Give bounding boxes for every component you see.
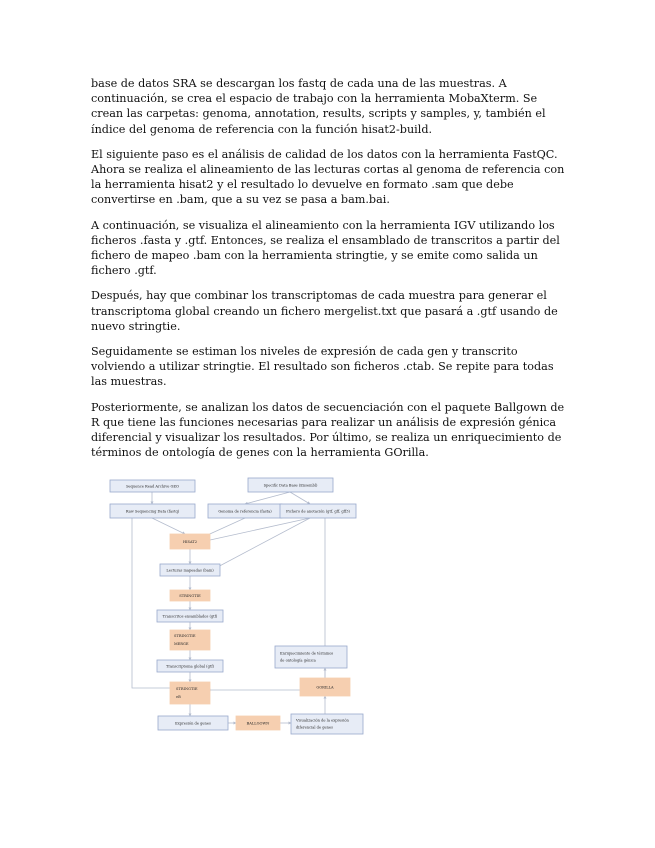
node-global-label: Transcriptoma global (gtf) [165, 664, 215, 669]
node-enriquecimiento-label-2: de ontología génica [280, 658, 316, 663]
node-lecturas [160, 564, 220, 576]
node-genoma [208, 504, 282, 518]
node-stringtie-eb [170, 682, 210, 704]
node-hisat2-label: HISAT2 [182, 539, 198, 544]
rnaseq-workflow-diagram [100, 470, 370, 740]
node-gorilla [300, 678, 350, 696]
node-global [157, 660, 223, 672]
node-ballgown-label: BALLGOWN [246, 721, 270, 726]
paragraph-3: A continuación, se visualiza el alineamiento con la herramienta IGV utilizando los ficheros .fasta y .gtf. Entonces, se realiza el ensamblado de transcritos a partir del fichero de mapeo .bam con la herramienta stringtie, y se emite como salida un fichero .gtf. [91, 218, 560, 278]
paragraph-4: Después, hay que combinar los transcriptomas de cada muestra para generar el transcriptoma global creando un fichero mergelist.txt que pasará a .gtf usando de nuevo stringtie. [91, 289, 558, 333]
node-visualizacion-label-1: Visualización de la expresión [296, 718, 349, 723]
node-stringtie-eb-label-2: eB [176, 695, 181, 699]
node-lecturas-label: Lecturas mapeadas (bam) [166, 568, 214, 573]
node-stringtie [170, 590, 210, 601]
node-stringtie-merge-label-1: STRINGTIE [174, 634, 196, 638]
body-text [91, 76, 569, 470]
node-sra-label: Sequence Read Archive GEO [126, 484, 179, 489]
node-ensembl [248, 478, 333, 492]
node-stringtie-eb-label-1: STRINGTIE [176, 687, 198, 691]
edge-anotacion-hisat2 [201, 518, 310, 542]
node-enriquecimiento-label-1: Enriquecimiento de términos [280, 651, 334, 656]
node-stringtie-merge-label-2: MERGE [174, 642, 189, 646]
edge-anotacion-lecturas [212, 518, 310, 570]
node-ensembl-label: Specific Data Base (Ensembl) [263, 483, 318, 488]
node-stringtie-label: STRINGTIE [179, 593, 201, 598]
node-ballgown [236, 716, 280, 730]
node-visualizacion [291, 714, 363, 734]
paragraph-5: Seguidamente se estiman los niveles de expresión de cada gen y transcrito volviendo a utilizar stringtie. El resultado son ficheros .ctab. Se repite para todas las muestras. [91, 345, 554, 389]
node-fastq [110, 504, 195, 518]
paragraph-1: base de datos SRA se descargan los fastq de cada una de las muestras. A continuación, se crea el espacio de trabajo con la herramienta MobaXterm. Se crean las carpetas: genoma, annotation, results, scripts y samples, y, también el índice del genoma de referencia con la función hisat2-build. [91, 77, 546, 136]
node-hisat2 [170, 534, 210, 549]
node-transcritos [157, 610, 223, 622]
node-enriquecimiento [275, 646, 347, 668]
paragraph-6: Posteriormente, se analizan los datos de secuenciación con el paquete Ballgown de R que tiene las funciones necesarias para realizar un análisis de expresión génica diferencial y visualizar los resultados. Por último, se realiza un enriquecimiento de términos de ontología de genes con la herramienta GOrilla. [91, 400, 565, 460]
edge-fastq-hisat2 [152, 518, 185, 534]
node-anotacion [280, 504, 356, 518]
node-sra [110, 480, 195, 492]
node-fastq-label: Raw Sequencing Data (fastq) [125, 509, 180, 514]
node-gorilla-label: GORILLA [316, 685, 334, 690]
node-expresion-label: Expresión de genes [175, 721, 211, 726]
node-anotacion-label: Fichero de anotación (gtf, gff, gff3) [286, 509, 350, 514]
node-genoma-label: Genoma de referencia (fasta) [218, 509, 272, 514]
node-transcritos-label: Transcritos ensamblados (gtf) [162, 614, 218, 619]
node-visualizacion-label-2: diferencial de genes [296, 725, 333, 730]
node-expresion [158, 716, 228, 730]
node-stringtie-merge [170, 630, 210, 650]
edge-ensembl-anotacion [290, 492, 310, 504]
paragraph-2: El siguiente paso es el análisis de calidad de los datos con la herramienta FastQC. Ahora se realiza el alineamiento de las lecturas cortas al genoma de referencia con la herramienta hisat2 y el resultado lo devuelve en formato .sam que debe convertirse en .bam, que a su vez se pasa a bam.bai. [91, 147, 565, 207]
edge-ensembl-genoma [245, 492, 290, 504]
